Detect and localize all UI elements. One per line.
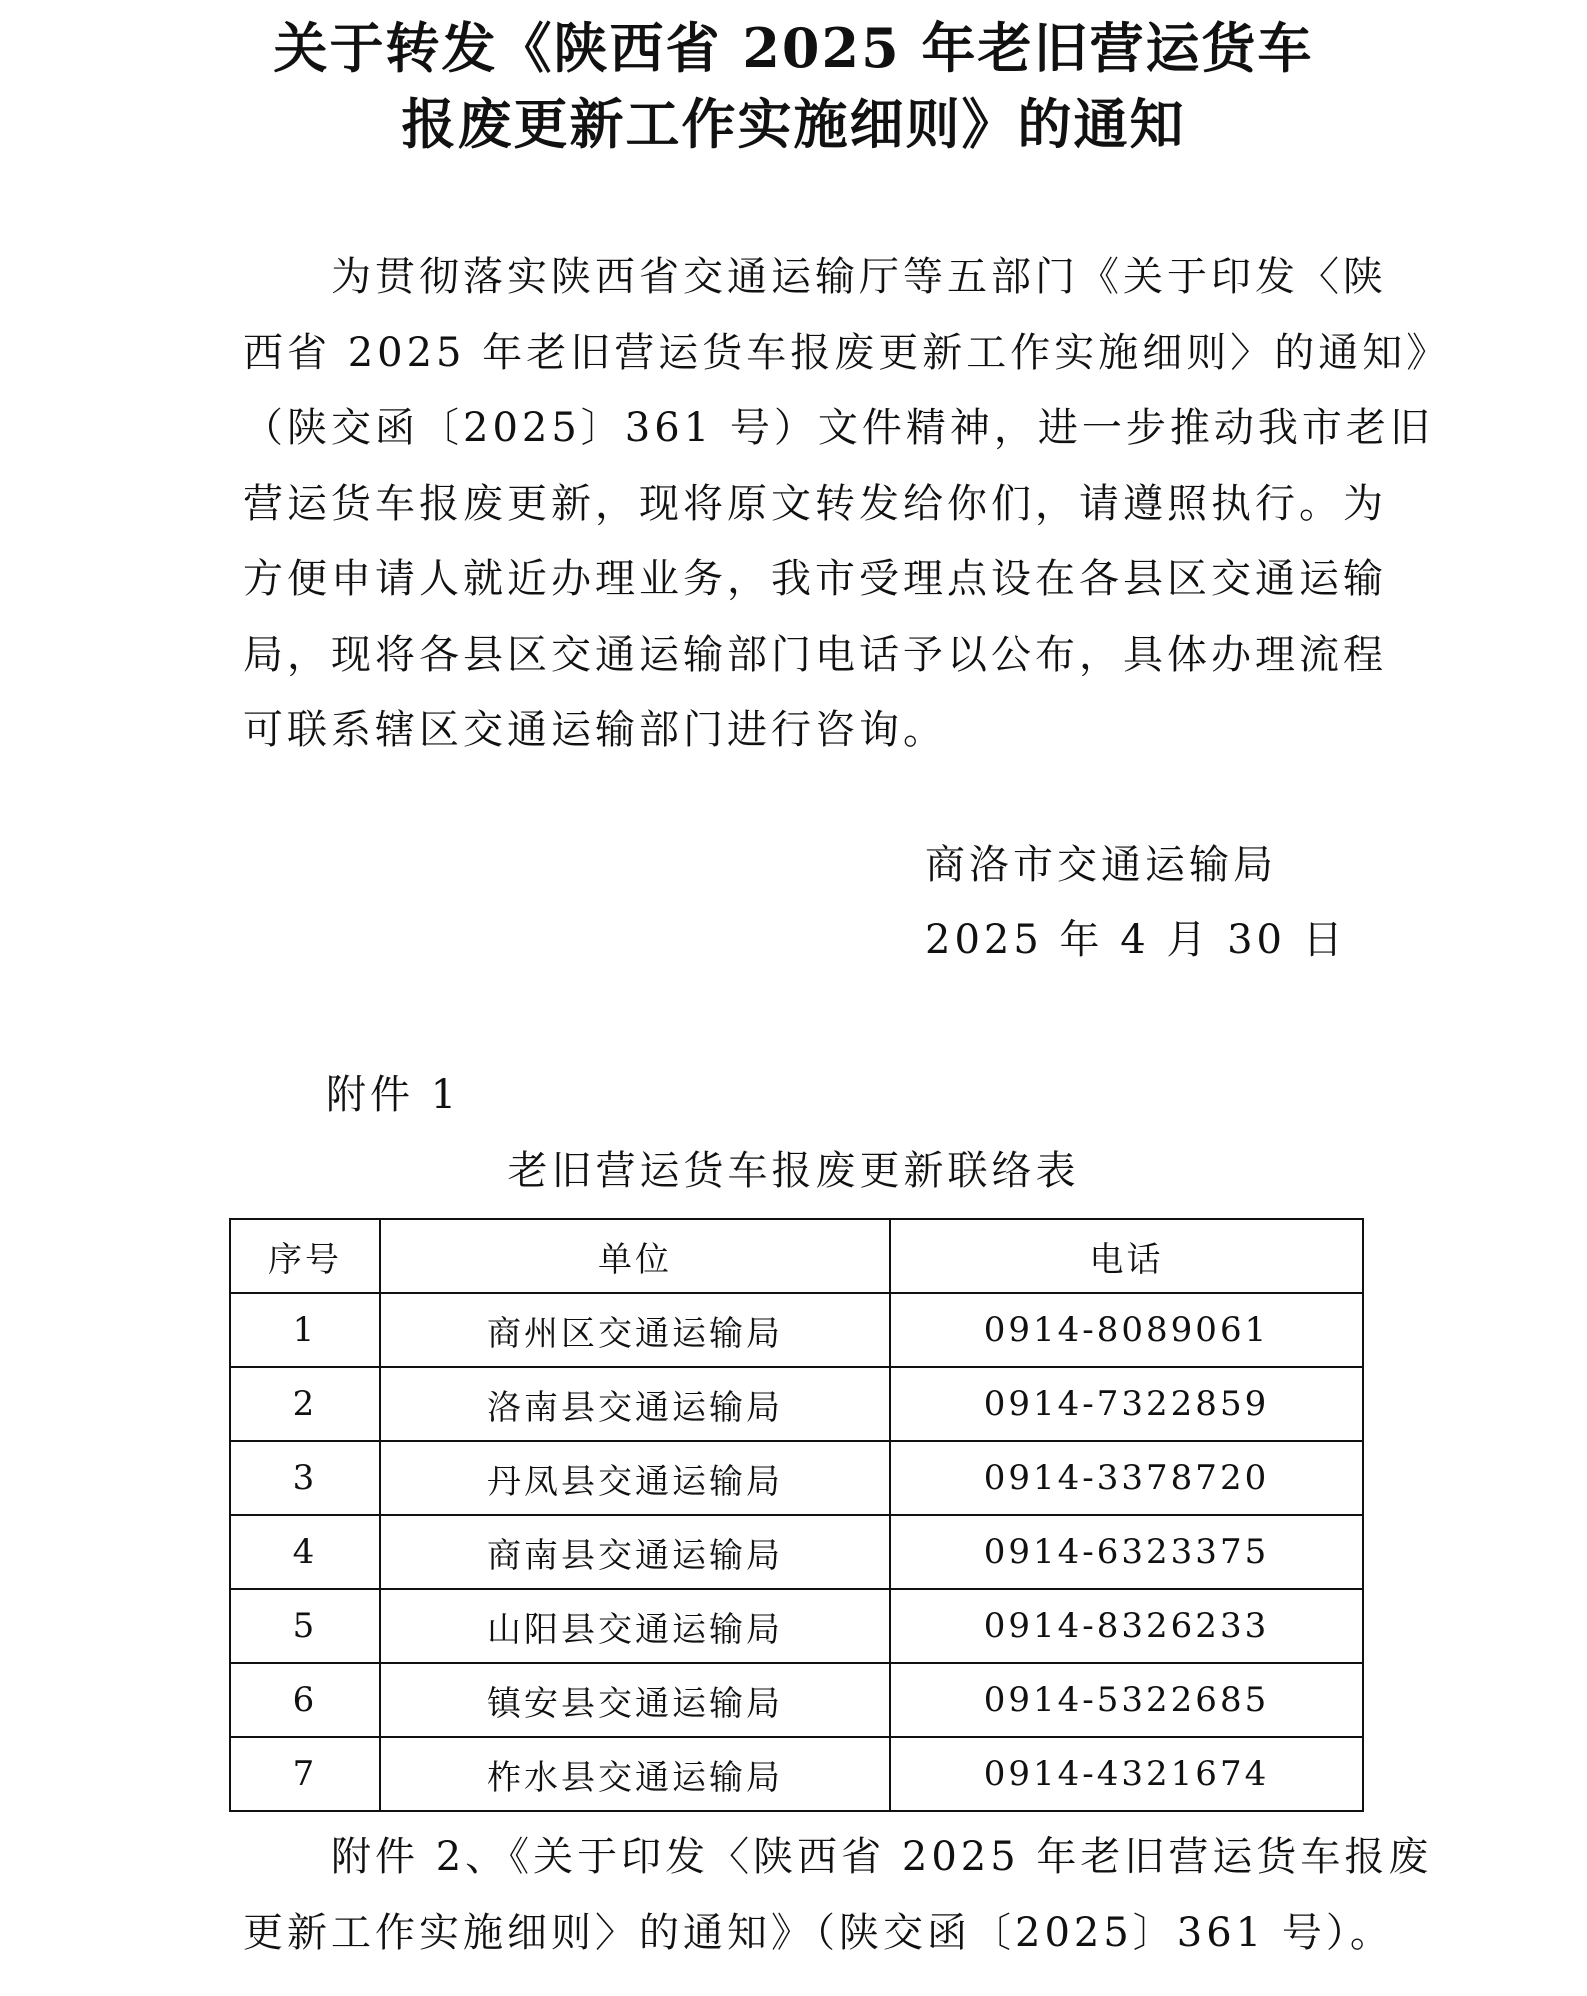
- cell-seq: 7: [230, 1737, 380, 1811]
- attachment-2-line: 更新工作实施细则〉的通知》（陕交函〔2025〕361 号）。: [243, 1909, 1394, 1956]
- cell-phone: 0914-5322685: [890, 1663, 1363, 1737]
- cell-seq: 5: [230, 1589, 380, 1663]
- cell-seq: 2: [230, 1367, 380, 1441]
- table-row: [230, 1515, 1363, 1589]
- cell-unit: 商南县交通运输局: [380, 1515, 890, 1589]
- cell-unit: 丹凤县交通运输局: [380, 1441, 890, 1515]
- signoff-org: 商洛市交通运输局: [925, 842, 1277, 888]
- body-line: 西省 2025 年老旧营运货车报废更新工作实施细则〉的通知》: [243, 329, 1451, 376]
- table-row: [230, 1441, 1363, 1515]
- body-paragraph: [243, 240, 1451, 769]
- header-seq: 序号: [230, 1219, 380, 1293]
- table-row: [230, 1737, 1363, 1811]
- cell-phone: 0914-8326233: [890, 1589, 1363, 1663]
- cell-seq: 1: [230, 1293, 380, 1367]
- cell-unit: 柞水县交通运输局: [380, 1737, 890, 1811]
- contact-table: [229, 1218, 1364, 1812]
- attachment-2-line: 附件 2、《关于印发〈陕西省 2025 年老旧营运货车报废: [243, 1834, 1433, 1880]
- table-row: [230, 1663, 1363, 1737]
- cell-unit: 洛南县交通运输局: [380, 1367, 890, 1441]
- document-title: [0, 10, 1587, 162]
- cell-phone: 0914-4321674: [890, 1737, 1363, 1811]
- cell-phone: 0914-6323375: [890, 1515, 1363, 1589]
- body-line: 局，现将各县区交通运输部门电话予以公布，具体办理流程: [243, 631, 1387, 678]
- cell-phone: 0914-8089061: [890, 1293, 1363, 1367]
- table-row: [230, 1293, 1363, 1367]
- cell-unit: 商州区交通运输局: [380, 1293, 890, 1367]
- body-line: 方便申请人就近办理业务，我市受理点设在各县区交通运输: [243, 556, 1387, 602]
- body-line: 可联系辖区交通运输部门进行咨询。: [243, 707, 947, 753]
- cell-seq: 4: [230, 1515, 380, 1589]
- cell-seq: 3: [230, 1441, 380, 1515]
- contact-table-title: 老旧营运货车报废更新联络表: [507, 1148, 1080, 1194]
- table-header-row: [230, 1219, 1363, 1293]
- cell-unit: 山阳县交通运输局: [380, 1589, 890, 1663]
- cell-phone: 0914-3378720: [890, 1441, 1363, 1515]
- body-line: 为贯彻落实陕西省交通运输厅等五部门《关于印发〈陕: [243, 254, 1387, 300]
- table-row: [230, 1367, 1363, 1441]
- title-line-2: 报废更新工作实施细则》的通知: [401, 92, 1186, 156]
- attachment-1-label: 附件 1: [326, 1072, 461, 1118]
- cell-phone: 0914-7322859: [890, 1367, 1363, 1441]
- title-line-1: 关于转发《陕西省 2025 年老旧营运货车: [273, 16, 1314, 80]
- body-line: 营运货车报废更新，现将原文转发给你们，请遵照执行。为: [243, 480, 1387, 527]
- header-phone: 电话: [890, 1219, 1363, 1293]
- cell-unit: 镇安县交通运输局: [380, 1663, 890, 1737]
- signoff: [925, 828, 1347, 978]
- header-unit: 单位: [380, 1219, 890, 1293]
- body-line: （陕交函〔2025〕361 号）文件精神，进一步推动我市老旧: [243, 405, 1434, 451]
- attachment-2-paragraph: [243, 1820, 1433, 1971]
- table-row: [230, 1589, 1363, 1663]
- cell-seq: 6: [230, 1663, 380, 1737]
- signoff-date: 2025 年 4 月 30 日: [925, 917, 1347, 963]
